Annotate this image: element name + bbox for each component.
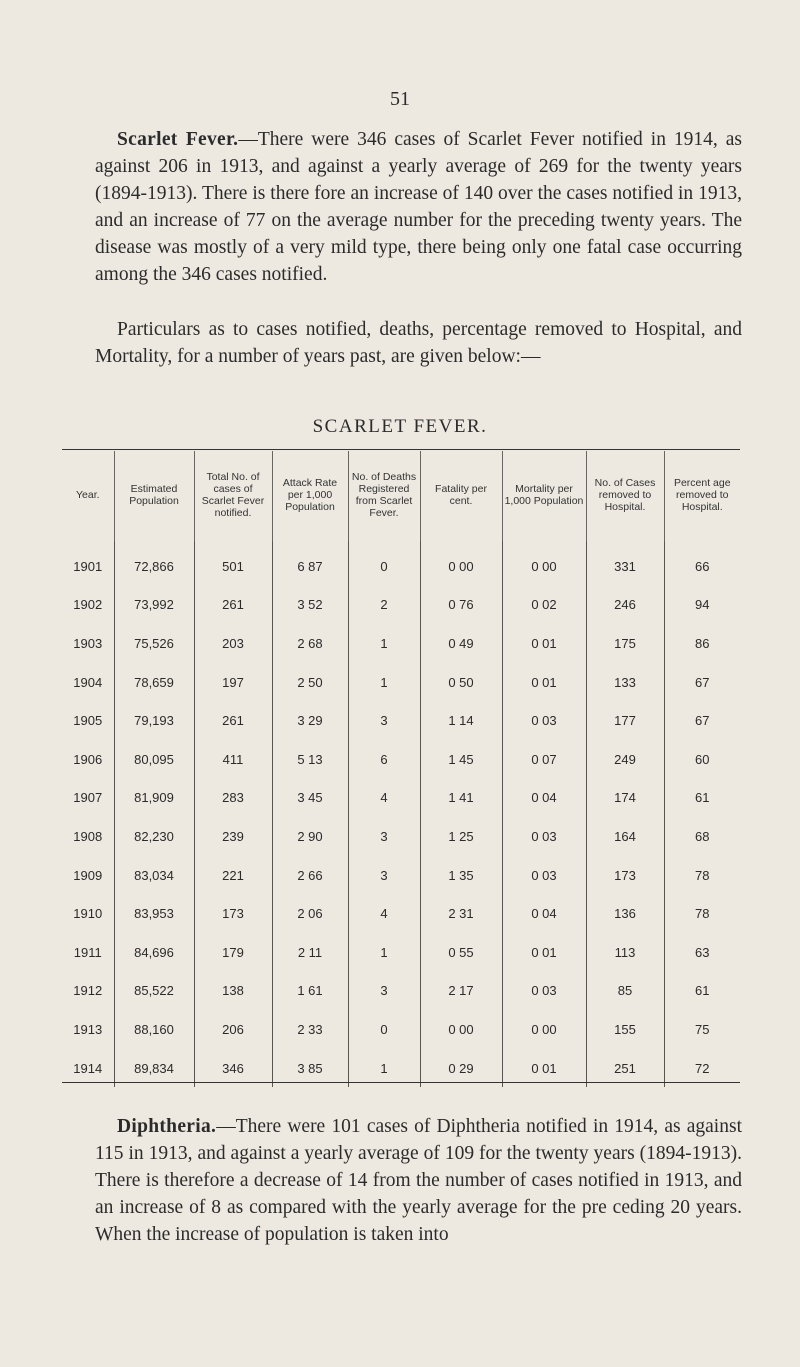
table-cell: 0 xyxy=(348,541,420,586)
table-cell: 2 33 xyxy=(272,1010,348,1049)
table-cell: 1911 xyxy=(73,944,102,960)
table-row xyxy=(62,972,740,1011)
table-cell: 2 66 xyxy=(272,856,348,895)
table-cell: 2 xyxy=(348,586,420,625)
particulars-paragraph: Particulars as to cases notified, deaths, percentage removed to Hospital, and Mortality, for a number of years past, are given below:— xyxy=(95,319,742,367)
table-cell: 1910 xyxy=(73,906,103,922)
table-cell: 1 xyxy=(348,663,420,702)
table-cell: 1901 xyxy=(73,558,103,574)
table-cell: 179 xyxy=(194,933,272,972)
column-header-label: No. of Cases removed to Hospital. xyxy=(594,476,656,513)
column-header xyxy=(420,451,502,541)
diphtheria-paragraph xyxy=(95,1113,742,1248)
table-cell: 66 xyxy=(664,541,740,586)
page-number: 51 xyxy=(390,88,410,110)
table-cell: 3 xyxy=(348,817,420,856)
table-cell: 249 xyxy=(586,740,664,779)
table-cell: 0 00 xyxy=(502,1010,586,1049)
table-row xyxy=(62,779,740,818)
table-cell: 4 xyxy=(348,894,420,933)
table-cell: 79,193 xyxy=(114,701,194,740)
table-cell: 78 xyxy=(664,856,740,895)
table-cell: 6 xyxy=(348,740,420,779)
table-cell: 1902 xyxy=(73,597,103,613)
table-cell: 73,992 xyxy=(114,586,194,625)
table-cell: 1 14 xyxy=(420,701,502,740)
table-cell: 68 xyxy=(664,817,740,856)
table-cell: 2 68 xyxy=(272,624,348,663)
column-header xyxy=(586,451,664,541)
table-cell: 501 xyxy=(194,541,272,586)
table-cell: 0 76 xyxy=(420,586,502,625)
table-cell: 80,095 xyxy=(114,740,194,779)
table-cell: 1903 xyxy=(73,635,103,651)
table-row xyxy=(62,856,740,895)
table-cell: 1908 xyxy=(73,828,103,844)
column-header-label: Total No. of cases of Scarlet Fever notified. xyxy=(201,470,265,519)
table-cell: 78,659 xyxy=(114,663,194,702)
scarlet-fever-paragraph xyxy=(95,126,742,288)
diphtheria-text: —There were 101 cases of Diphtheria notified in 1914, as against 115 in 1913, and against a yearly average of 109 for the twenty years (1894-1913). There is therefore a decrease of 14 from the number of cases notified in 1913, and an increase of 8 as compared with the yearly average for the pre ceding 20 years. When the increase of population is taken into xyxy=(95,1116,742,1245)
column-header-label: Mortality per 1,000 Population xyxy=(504,482,584,507)
table-cell: 0 03 xyxy=(502,817,586,856)
scarlet-fever-table xyxy=(62,451,740,1087)
table-cell: 2 17 xyxy=(420,972,502,1011)
table-cell: 251 xyxy=(586,1049,664,1088)
table-row xyxy=(62,817,740,856)
table-cell: 89,834 xyxy=(114,1049,194,1088)
table-cell: 1 25 xyxy=(420,817,502,856)
column-header-label: Attack Rate per 1,000 Population xyxy=(282,476,338,513)
table-cell: 67 xyxy=(664,663,740,702)
table-cell: 0 49 xyxy=(420,624,502,663)
table-cell: 60 xyxy=(664,740,740,779)
table-cell: 3 xyxy=(348,701,420,740)
table-cell: 1906 xyxy=(73,751,103,767)
column-header-label: Fatality per cent. xyxy=(435,482,487,507)
table-cell: 206 xyxy=(194,1010,272,1049)
table-cell: 67 xyxy=(664,701,740,740)
table-cell: 0 03 xyxy=(502,701,586,740)
table-row xyxy=(62,663,740,702)
column-header xyxy=(62,451,114,541)
table-cell: 173 xyxy=(194,894,272,933)
column-header-label: Estimated Population xyxy=(129,482,179,507)
table-cell: 1912 xyxy=(73,983,103,999)
table-cell: 0 02 xyxy=(502,586,586,625)
table-cell: 85,522 xyxy=(114,972,194,1011)
table-cell: 3 29 xyxy=(272,701,348,740)
column-header xyxy=(664,451,740,541)
table-cell: 63 xyxy=(664,933,740,972)
table-row xyxy=(62,740,740,779)
column-header xyxy=(348,451,420,541)
table-cell: 0 55 xyxy=(420,933,502,972)
scarlet-fever-text: —There were 346 cases of Scarlet Fever notified in 1914, as against 206 in 1913, and against a yearly average of 269 for the twenty years (1894-1913). There is there fore an increase of 140 over the cases notified in 1913, and an increase of 77 on the average number for the preceding twenty years. The disease was mostly of a very mild type, there being only one fatal case occurring among the 346 cases notified. xyxy=(95,129,742,285)
table-cell: 1914 xyxy=(73,1060,103,1076)
table-top-rule xyxy=(62,449,740,450)
table-cell: 173 xyxy=(586,856,664,895)
diphtheria-heading: Diphtheria. xyxy=(117,1116,217,1137)
table-cell: 113 xyxy=(586,933,664,972)
table-cell: 3 52 xyxy=(272,586,348,625)
table-cell: 3 45 xyxy=(272,779,348,818)
table-cell: 0 01 xyxy=(502,663,586,702)
table-cell: 2 50 xyxy=(272,663,348,702)
table-cell: 1 xyxy=(348,624,420,663)
table-row xyxy=(62,624,740,663)
table-cell: 0 04 xyxy=(502,779,586,818)
table-row xyxy=(62,1010,740,1049)
table-cell: 72 xyxy=(664,1049,740,1088)
table-cell: 72,866 xyxy=(114,541,194,586)
table-row xyxy=(62,541,740,586)
table-row xyxy=(62,933,740,972)
table-cell: 1907 xyxy=(73,790,103,806)
table-cell: 1 35 xyxy=(420,856,502,895)
table-cell: 203 xyxy=(194,624,272,663)
table-cell: 3 xyxy=(348,972,420,1011)
table-cell: 0 07 xyxy=(502,740,586,779)
table-cell: 175 xyxy=(586,624,664,663)
column-header xyxy=(272,451,348,541)
column-header-label: Year. xyxy=(75,488,100,501)
table-cell: 1 xyxy=(348,933,420,972)
table-cell: 0 03 xyxy=(502,972,586,1011)
table-cell: 0 29 xyxy=(420,1049,502,1088)
table-cell: 84,696 xyxy=(114,933,194,972)
table-cell: 239 xyxy=(194,817,272,856)
scarlet-fever-heading: Scarlet Fever. xyxy=(117,129,239,150)
table-cell: 2 90 xyxy=(272,817,348,856)
table-cell: 75 xyxy=(664,1010,740,1049)
table-cell: 164 xyxy=(586,817,664,856)
table-row xyxy=(62,894,740,933)
table-cell: 1913 xyxy=(73,1021,103,1037)
column-header xyxy=(502,451,586,541)
table-cell: 1905 xyxy=(73,713,103,729)
table-cell: 136 xyxy=(586,894,664,933)
table-cell: 1 41 xyxy=(420,779,502,818)
table-cell: 0 01 xyxy=(502,1049,586,1088)
table-cell: 1904 xyxy=(73,674,103,690)
table-cell: 6 87 xyxy=(272,541,348,586)
table-row xyxy=(62,701,740,740)
table-cell: 75,526 xyxy=(114,624,194,663)
table-cell: 81,909 xyxy=(114,779,194,818)
table-cell: 0 50 xyxy=(420,663,502,702)
table-cell: 138 xyxy=(194,972,272,1011)
table-cell: 0 03 xyxy=(502,856,586,895)
table-cell: 1 xyxy=(348,1049,420,1088)
table-cell: 283 xyxy=(194,779,272,818)
table-cell: 0 00 xyxy=(502,541,586,586)
column-header-label: No. of Deaths Registered from Scarlet Fever. xyxy=(351,470,417,519)
table-cell: 1 45 xyxy=(420,740,502,779)
table-cell: 133 xyxy=(586,663,664,702)
table-cell: 61 xyxy=(664,972,740,1011)
table-title: SCARLET FEVER. xyxy=(312,416,488,437)
table-cell: 2 06 xyxy=(272,894,348,933)
column-header xyxy=(194,451,272,541)
table-body xyxy=(62,541,740,1087)
table-bottom-rule xyxy=(62,1082,740,1083)
table-cell: 174 xyxy=(586,779,664,818)
table-cell: 0 00 xyxy=(420,1010,502,1049)
table-cell: 261 xyxy=(194,586,272,625)
table-cell: 0 xyxy=(348,1010,420,1049)
table-cell: 61 xyxy=(664,779,740,818)
table-cell: 0 01 xyxy=(502,624,586,663)
table-cell: 2 11 xyxy=(272,933,348,972)
table-cell: 83,034 xyxy=(114,856,194,895)
table-cell: 86 xyxy=(664,624,740,663)
table-cell: 246 xyxy=(586,586,664,625)
table-cell: 346 xyxy=(194,1049,272,1088)
table-cell: 3 85 xyxy=(272,1049,348,1088)
table-cell: 1 61 xyxy=(272,972,348,1011)
table-cell: 0 01 xyxy=(502,933,586,972)
table-cell: 88,160 xyxy=(114,1010,194,1049)
table-header-row xyxy=(62,451,740,541)
column-header xyxy=(114,451,194,541)
table-cell: 94 xyxy=(664,586,740,625)
table-cell: 2 31 xyxy=(420,894,502,933)
table-cell: 0 00 xyxy=(420,541,502,586)
table-cell: 331 xyxy=(586,541,664,586)
table-cell: 5 13 xyxy=(272,740,348,779)
table-cell: 197 xyxy=(194,663,272,702)
table-cell: 3 xyxy=(348,856,420,895)
table-cell: 221 xyxy=(194,856,272,895)
table-cell: 411 xyxy=(194,740,272,779)
table-row xyxy=(62,586,740,625)
table-cell: 78 xyxy=(664,894,740,933)
table-cell: 261 xyxy=(194,701,272,740)
table-cell: 1909 xyxy=(73,867,103,883)
table-cell: 0 04 xyxy=(502,894,586,933)
table-cell: 4 xyxy=(348,779,420,818)
column-header-label: Percent age removed to Hospital. xyxy=(673,476,731,513)
table-cell: 82,230 xyxy=(114,817,194,856)
table-cell: 177 xyxy=(586,701,664,740)
table-cell: 83,953 xyxy=(114,894,194,933)
table-cell: 85 xyxy=(586,972,664,1011)
table-cell: 155 xyxy=(586,1010,664,1049)
